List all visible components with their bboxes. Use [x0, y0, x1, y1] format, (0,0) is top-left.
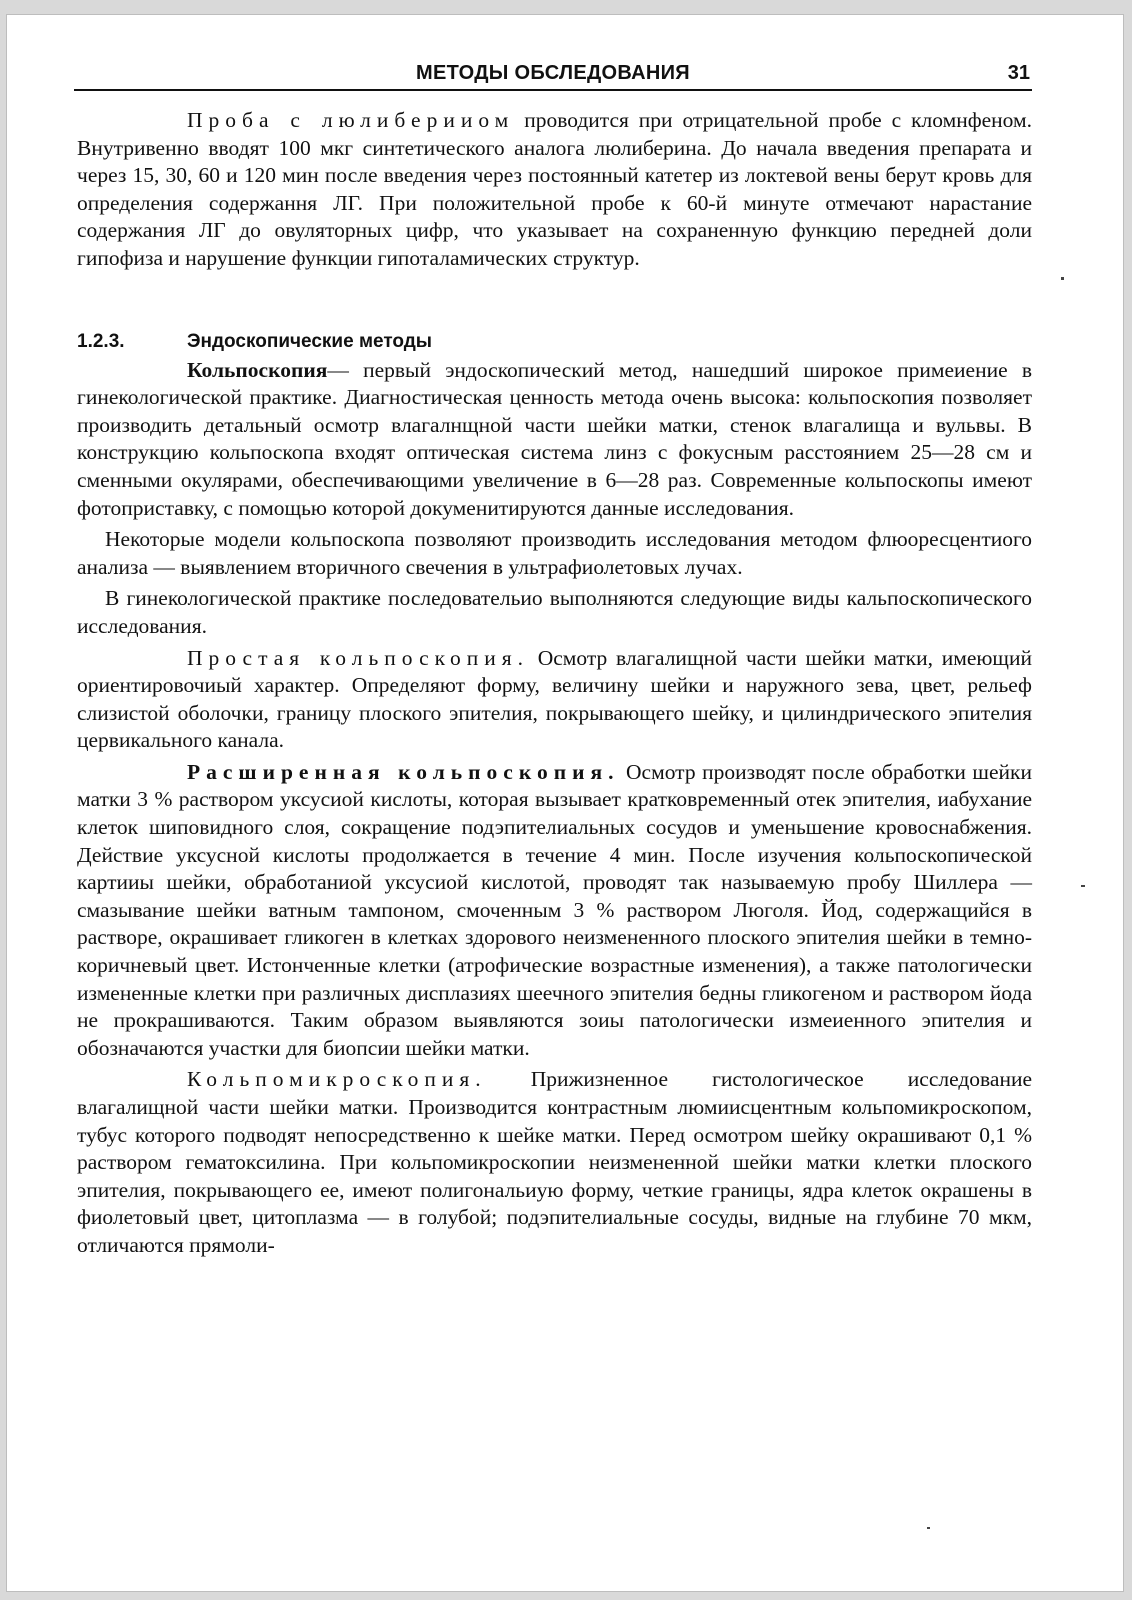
term-colposcopy: Кольпоскопия: [187, 357, 328, 382]
paragraph-colposcopy-types: [77, 585, 1032, 640]
term-simple-colposcopy: Простая кольпоскопия.: [187, 645, 529, 670]
paragraph-luliberin-test: [77, 107, 1032, 273]
scan-speck: [1061, 277, 1064, 280]
paragraph-colposcope-models: [77, 526, 1032, 581]
paragraph-simple-colposcopy: [77, 645, 1032, 755]
paragraph-text: — первый эндоскопический метод, нашедший широкое примеиение в гинекологической практике. Диагностическая ценность метода очень высока: кольпоскопия позволяет производить детальный осмотр влагалнщной части шейки матки, стенок влагалища и вульвы. В конструкцию кольпоскопа входят оптическая система линз с фокусным расстоянием 25—28 см и сменными окулярами, обеспечивающими увеличение в 6—28 раз. Современные кольпоскопы имеют фотоприставку, с помощью которой докуменитируются данные исследования.: [77, 357, 1032, 520]
page-number: 31: [1007, 62, 1030, 84]
term-luliberin-test: Проба с люлиберииом: [187, 108, 515, 132]
paragraph-colpomicroscopy: [77, 1066, 1032, 1259]
paragraph-colposcopy: [77, 357, 1032, 523]
section-title: Эндоскопические методы: [187, 330, 433, 352]
paragraph-text: Осмотр производят после обработки шейки матки 3 % раствором уксусиой кислоты, которая вызывает кратковременный отек эпителия, иабухание клеток шиповидного слоя, сокращение подэпителиальных сосудов и уменьшение кровоснабжения. Действие уксусной кислоты продолжается в течение 4 мин. После изучения кольпоскопической картииы шейки, обработаниой уксусиой кислотой, проводят так называемую пробу Шиллера — смазывание шейки ватным тампоном, смоченным 3 % раствором Люголя. Йод, содержащийся в растворе, окрашивает гликоген в клетках здорового неизмененного плоского эпителия шейки в темно-коричневый цвет. Истонченные клетки (атрофические возрастные изменения), а также патологически измененные клетки при различных дисплазиях шеечного эпителия бедны гликогеном и раствором йода не прокрашиваются. Таким образом выявляются зоиы патологически измеиенного эпителия и обозначаются участки для биопсии шейки матки.: [77, 759, 1032, 1060]
term-colpomicroscopy: Кольпомикроскопия.: [187, 1067, 487, 1092]
paragraph-text: Осмотр влагалищной части шейки матки, имеющий ориентировочиый характер. Определяют форму, величину шейки и наружного зева, цвет, рельеф слизистой оболочки, границу плоского эпителия, покрывающего шейку, и цилиндрического эпителия цервикального канала.: [77, 645, 1032, 753]
running-header: [74, 59, 1032, 91]
section-heading: [77, 329, 1032, 355]
paragraph-text: Некоторые модели кольпоскопа позволяют производить исследования методом флюоресцентиого анализа — выявлением вторичного свечения в ультрафиолетовых лучах.: [77, 527, 1032, 579]
paragraph-extended-colposcopy: [77, 759, 1032, 1063]
section-number: 1.2.3.: [77, 330, 125, 352]
scan-speck: [927, 1527, 930, 1529]
body-text: [77, 107, 1032, 1264]
running-title: МЕТОДЫ ОБСЛЕДОВАНИЯ: [416, 62, 690, 84]
paragraph-text: В гинекологической практике последовательио выполняются следующие виды кальпоскопического исследования.: [77, 586, 1032, 638]
term-extended-colposcopy: Расширенная кольпоскопия.: [187, 759, 620, 784]
paragraph-text: Прижизненное гистологическое исследование влагалищной части шейки матки. Производится контрастным люмиисцентным кольпомикроскопом, тубус которого подводят непосредственно к шейке матки. Перед осмотром шейку окрашивают 0,1 % раствором гематоксилина. При кольпомикроскопии неизмененной шейки матки клетки плоского эпителия, покрывающего ее, имеют полигональиую форму, четкие границы, ядра клеток окрашены в фиолетовый цвет, цитоплазма — в голубой; подэпителиальные сосуды, видные на глубине 70 мкм, отличаются прямоли-: [77, 1067, 1032, 1257]
paragraph-text: проводится при отрицательной пробе с кломнфеном. Внутривенно вводят 100 мкг синтетического аналога люлиберина. До начала введения препарата и через 15, 30, 60 и 120 мин после введения через постоянный катетер из локтевой вены берут кровь для определения содержання ЛГ. При положительной пробе к 60-й минуте отмечают нарастание содержания ЛГ до овуляторных цифр, что указывает на сохраненную функцию передней доли гипофиза и нарушение функции гипоталамических структур.: [77, 108, 1032, 270]
book-page: [6, 14, 1124, 1592]
scan-speck: [1081, 885, 1085, 887]
